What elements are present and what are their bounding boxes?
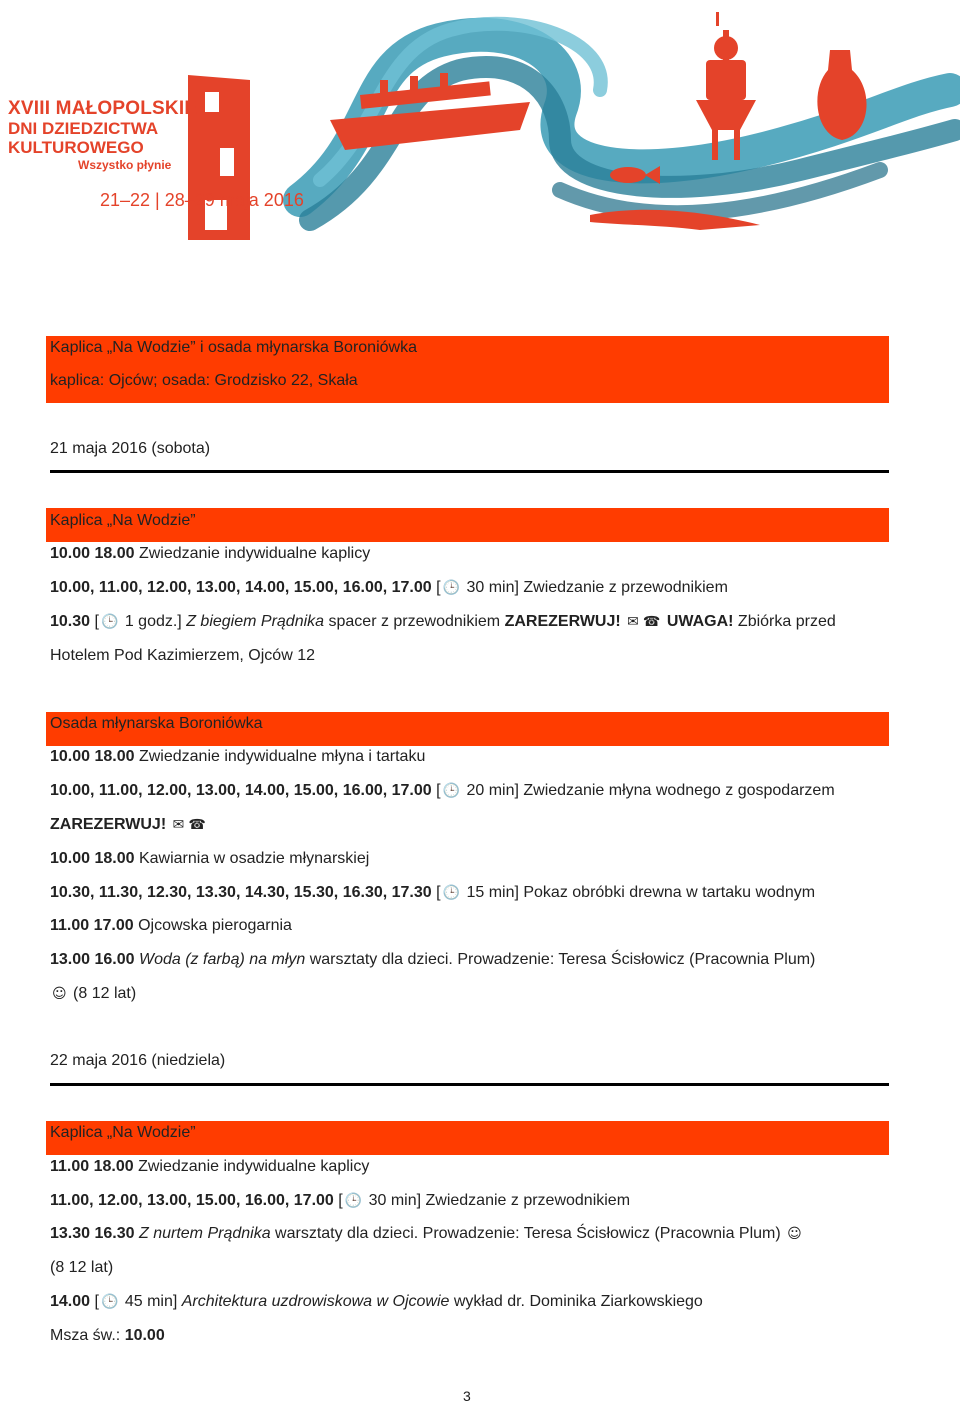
mass-time: 10.00 xyxy=(124,1327,165,1344)
mass-label: Msza św.: xyxy=(50,1327,125,1344)
event-text: wykład dr. Dominika Ziarkowskiego xyxy=(449,1293,703,1310)
event-time: 13.00 16.00 xyxy=(50,951,135,968)
event-row: 10.30 [ 🕒 1 godz.] Z biegiem Prądnika spacer z przewodnikiem ZAREZERWUJ! ✉ ☎ UWAGA! Zbiórka przed xyxy=(50,613,836,630)
logo-line-1: XVIII MAŁOPOLSKIE xyxy=(8,98,198,119)
event-row xyxy=(50,1225,804,1243)
venue-address: kaplica: Ojców; osada: Grodzisko 22, Skała xyxy=(50,372,358,389)
clock-icon: 🕒 xyxy=(442,580,460,596)
event-title: Z biegiem Prądnika xyxy=(186,613,325,630)
event-time: 11.00, 12.00, 13.00, 15.00, 16.00, 17.00 xyxy=(50,1192,334,1209)
event-text: 15 min] Pokaz obróbki drewna w tartaku wodnym xyxy=(462,884,816,901)
event-row: 10.00, 11.00, 12.00, 13.00, 14.00, 15.00, 16.00, 17.00 [ 🕒 30 min] Zwiedzanie z przewodnikiem xyxy=(50,579,728,596)
phone-icon: ☎ xyxy=(188,817,206,833)
event-row: 14.00 [ 🕒 45 min] Architektura uzdrowiskowa w Ojcowie wykład dr. Dominika Ziarkowskiego xyxy=(50,1293,703,1310)
event-text: warsztaty dla dzieci. Prowadzenie: Teresa Ścisłowicz (Pracownia Plum) xyxy=(270,1225,786,1242)
event-title: Architektura uzdrowiskowa w Ojcowie xyxy=(181,1293,450,1310)
fish-illustration xyxy=(610,167,646,183)
age-range: (8 12 lat) xyxy=(68,985,137,1002)
event-time: 10.30 xyxy=(50,613,91,630)
event-time: 11.00 18.00 xyxy=(50,1158,134,1175)
clock-icon: 🕒 xyxy=(100,1294,119,1310)
event-text-continued: Hotelem Pod Kazimierzem, Ojców 12 xyxy=(50,647,315,664)
smiley-icon: ☺ xyxy=(787,1226,802,1242)
event-text: Zwiedzanie indywidualne kaplicy xyxy=(134,545,371,562)
envelope-icon: ✉ xyxy=(172,817,185,833)
logo-dates: 21–22 | 28–29 maja 2016 xyxy=(100,190,304,210)
divider xyxy=(50,470,889,473)
event-row xyxy=(50,816,208,834)
logo-text xyxy=(8,98,197,173)
event-duration: 1 godz.] xyxy=(120,613,182,630)
event-row xyxy=(50,748,425,766)
event-row: 10.30, 11.30, 12.30, 13.30, 14.30, 15.30, 16.30, 17.30 [ 🕒 15 min] Pokaz obróbki drewna w tartaku wodnym xyxy=(50,884,816,901)
header xyxy=(0,0,960,300)
logo-building-icon xyxy=(188,75,250,240)
event-title: Z nurtem Prądnika xyxy=(138,1225,271,1242)
kaplica-title: Kaplica „Na Wodzie” xyxy=(50,1124,196,1141)
event-duration: 45 min] xyxy=(120,1293,178,1310)
age-range: (8 12 lat) xyxy=(50,1259,114,1276)
event-row xyxy=(50,917,292,935)
kaplica-title: Kaplica „Na Wodzie” xyxy=(50,512,196,529)
event-title: Woda (z farbą) na młyn xyxy=(138,951,306,968)
logo-line-2: DNI DZIEDZICTWA xyxy=(8,119,159,139)
clock-icon: 🕒 xyxy=(442,783,460,799)
event-row xyxy=(50,985,136,1003)
event-text: 20 min] Zwiedzanie młyna wodnego z gospodarzem xyxy=(462,782,835,799)
envelope-icon: ✉ xyxy=(627,614,639,630)
clock-icon: 🕒 xyxy=(100,614,119,630)
event-text: 30 min] Zwiedzanie z przewodnikiem xyxy=(364,1192,631,1209)
event-time: 10.00, 11.00, 12.00, 13.00, 14.00, 15.00, 16.00, 17.00 xyxy=(50,579,432,596)
smiley-icon: ☺ xyxy=(52,986,67,1002)
reserve-note: ZAREZERWUJ! xyxy=(50,816,167,833)
logo-tagline: Wszystko płynie xyxy=(78,158,172,173)
event-time: 11.00 17.00 xyxy=(50,917,134,934)
event-time: 10.00 18.00 xyxy=(50,545,135,562)
event-time: 10.30, 11.30, 12.30, 13.30, 14.30, 15.30, 16.30, 17.30 xyxy=(50,884,432,901)
page-number: 3 xyxy=(463,1388,471,1404)
osada-title: Osada młynarska Boroniówka xyxy=(50,715,263,732)
venue-title: Kaplica „Na Wodzie” i osada młynarska Boroniówka xyxy=(50,339,417,356)
divider xyxy=(50,1083,889,1086)
event-text: Kawiarnia w osadzie młynarskiej xyxy=(134,850,370,867)
event-time: 10.00 18.00 xyxy=(50,850,135,867)
mass-row xyxy=(50,1327,165,1345)
event-text: Zwiedzanie indywidualne młyna i tartaku xyxy=(134,748,426,765)
event-row xyxy=(50,1158,369,1176)
event-time: 14.00 xyxy=(50,1293,91,1310)
event-row: 10.00, 11.00, 12.00, 13.00, 14.00, 15.00, 16.00, 17.00 [ 🕒 20 min] Zwiedzanie młyna wodnego z gospodarzem xyxy=(50,782,835,799)
day1-date: 21 maja 2016 (sobota) xyxy=(50,440,211,457)
event-row xyxy=(50,951,815,969)
event-text: Zwiedzanie indywidualne kaplicy xyxy=(133,1158,370,1175)
clock-icon: 🕒 xyxy=(344,1193,363,1209)
event-text: spacer z przewodnikiem xyxy=(324,613,505,630)
event-text: Ojcowska pierogarnia xyxy=(133,917,292,934)
logo-line-3: KULTUROWEGO xyxy=(8,138,144,158)
phone-icon: ☎ xyxy=(642,614,661,630)
day2-date: 22 maja 2016 (niedziela) xyxy=(50,1052,226,1069)
warning-label: UWAGA! xyxy=(666,613,734,630)
jug-illustration xyxy=(817,50,866,140)
event-row: 11.00, 12.00, 13.00, 15.00, 16.00, 17.00 [ 🕒 30 min] Zwiedzanie z przewodnikiem xyxy=(50,1192,631,1209)
event-row xyxy=(50,850,369,868)
clock-icon: 🕒 xyxy=(442,885,460,901)
event-text: Zbiórka przed xyxy=(733,613,836,630)
event-row xyxy=(50,545,370,563)
event-time: 10.00 18.00 xyxy=(50,748,135,765)
event-text: 30 min] Zwiedzanie z przewodnikiem xyxy=(462,579,728,596)
event-time: 10.00, 11.00, 12.00, 13.00, 14.00, 15.00, 16.00, 17.00 xyxy=(50,782,432,799)
reserve-note: ZAREZERWUJ! xyxy=(504,613,621,630)
event-text: warsztaty dla dzieci. Prowadzenie: Teresa Ścisłowicz (Pracownia Plum) xyxy=(305,951,816,968)
event-time: 13.30 16.30 xyxy=(50,1225,135,1242)
